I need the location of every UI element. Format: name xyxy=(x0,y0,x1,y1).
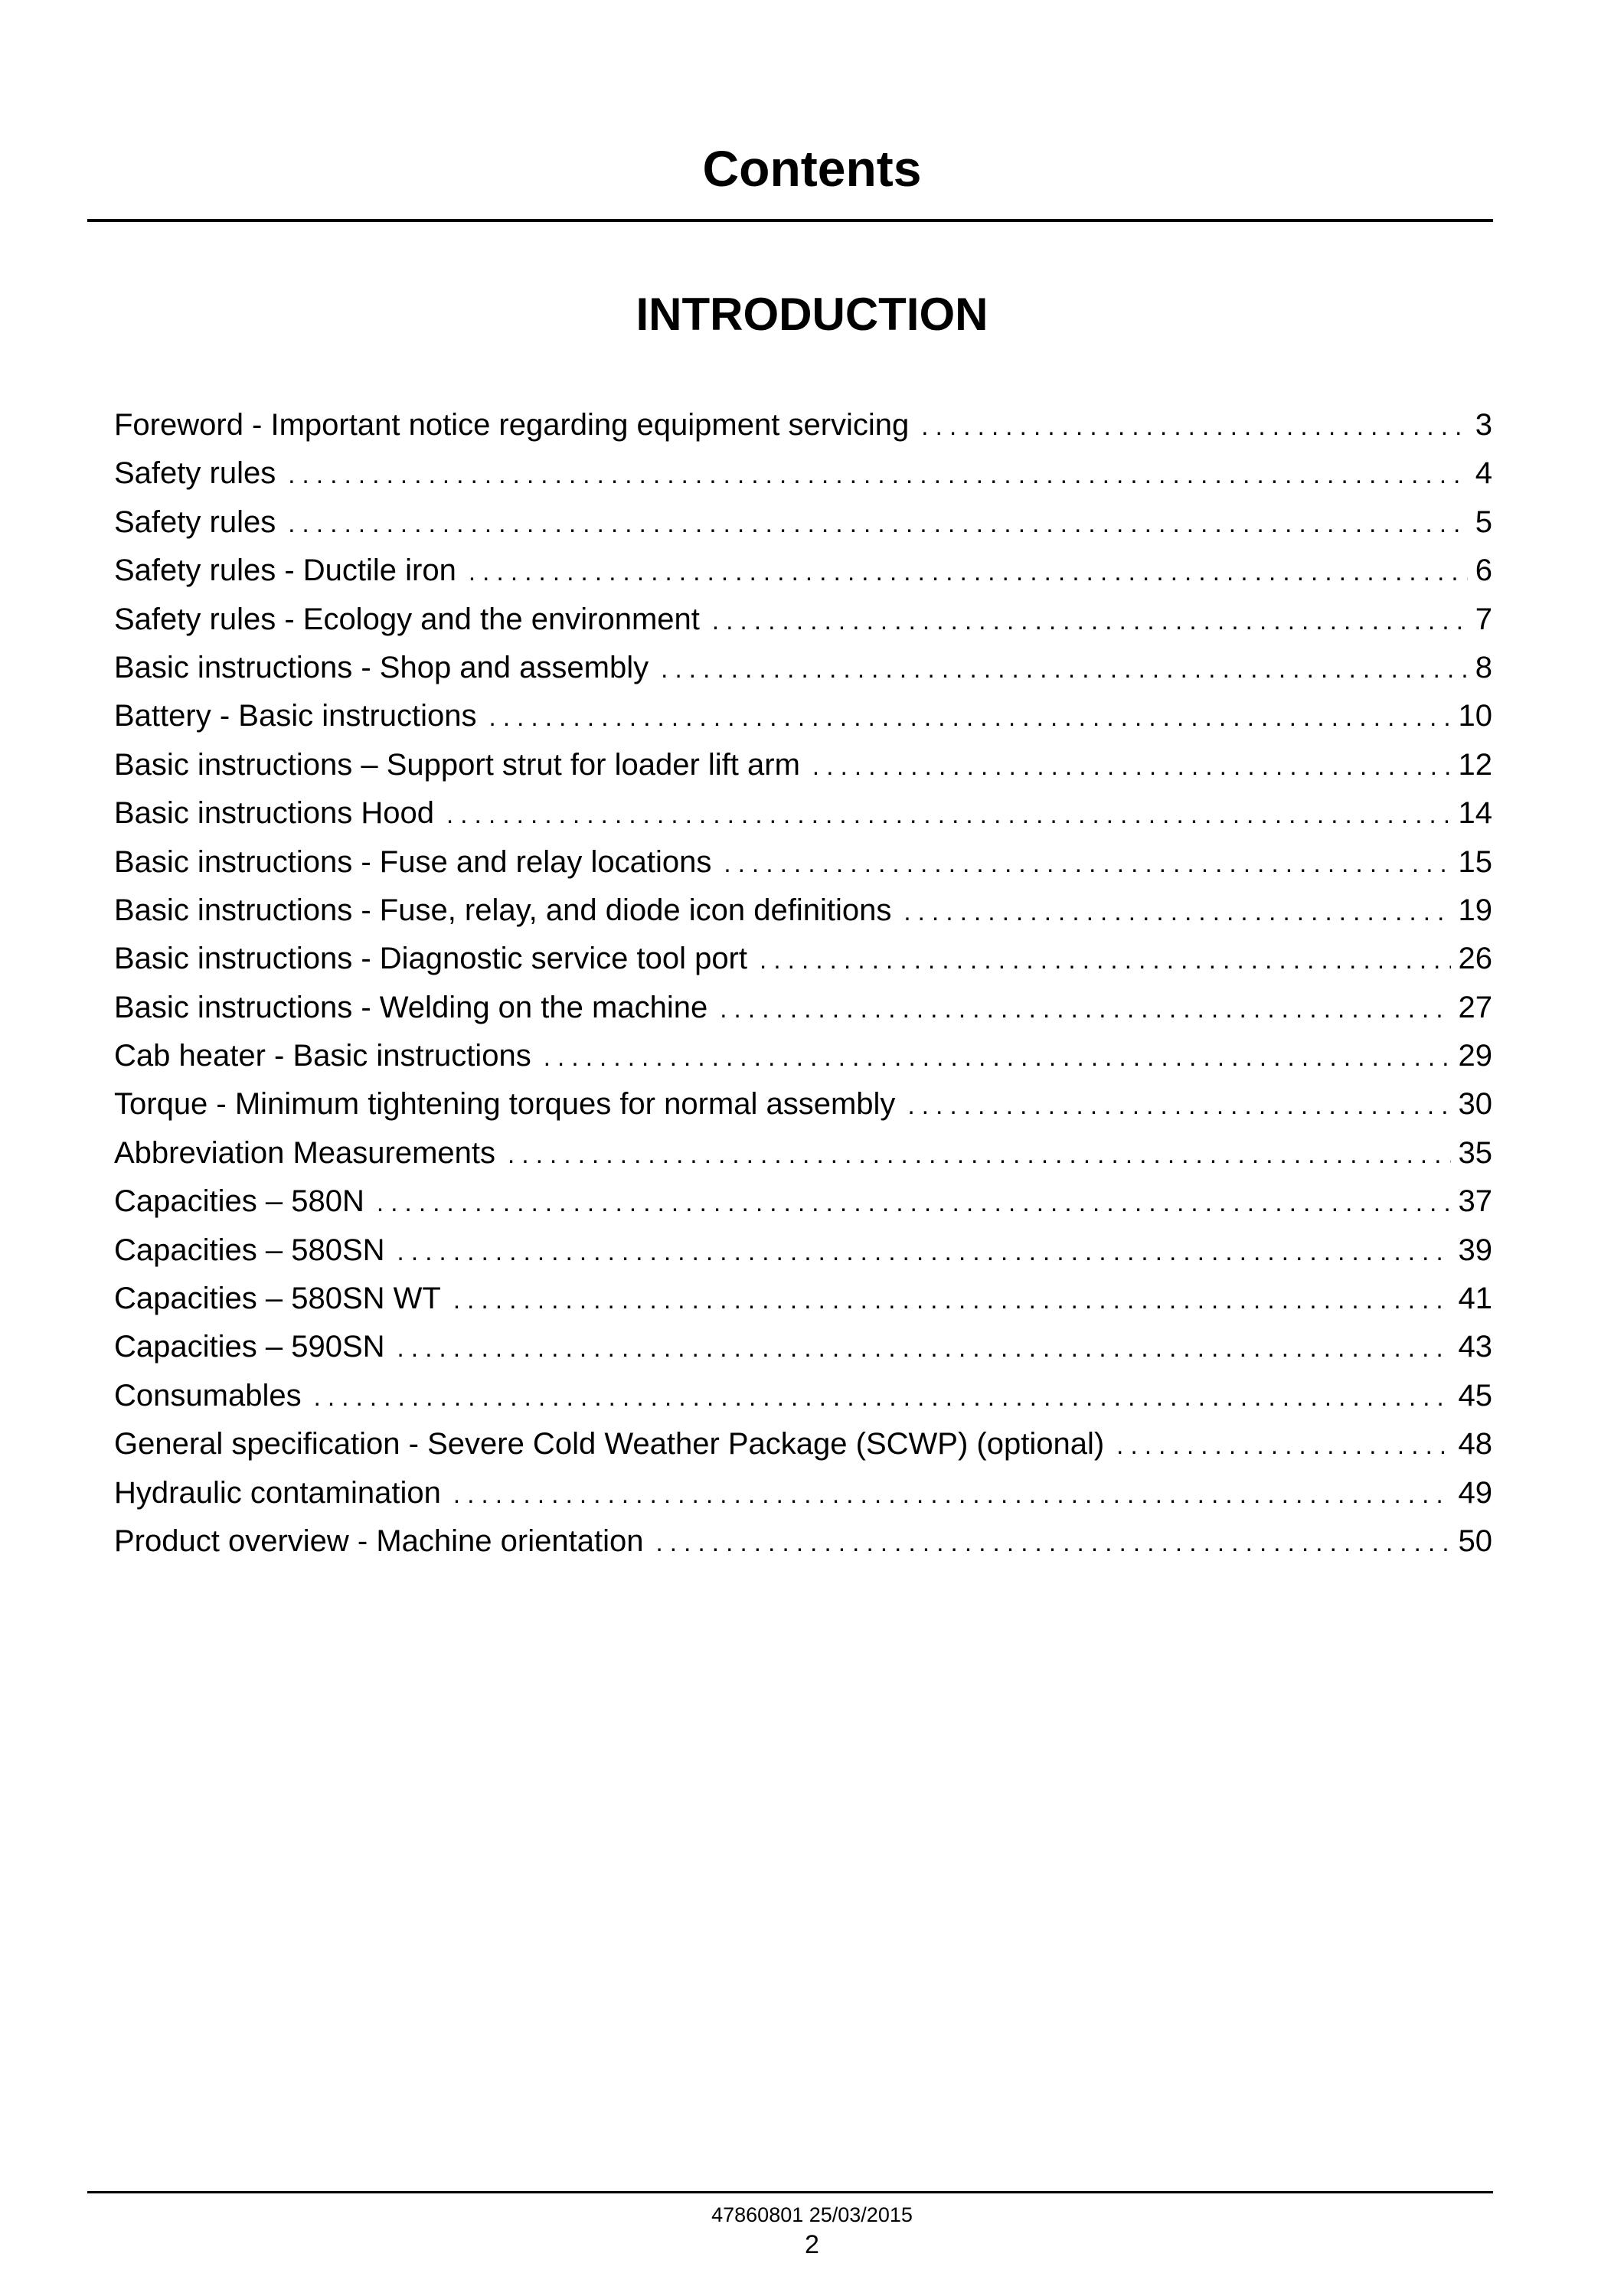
dot-leader xyxy=(288,450,1468,498)
toc-entry-page: 5 xyxy=(1475,505,1492,539)
toc-entry-page: 49 xyxy=(1458,1475,1492,1510)
toc-entry-page: 8 xyxy=(1475,650,1492,684)
toc-entry[interactable] xyxy=(114,1372,1492,1420)
dot-leader xyxy=(489,693,1451,741)
toc-entry-title: Basic instructions - Shop and assembly xyxy=(114,650,649,684)
dot-leader xyxy=(812,742,1451,790)
toc-entry-title: Basic instructions - Welding on the machine xyxy=(114,990,708,1024)
toc-entry-title: Torque - Minimum tightening torques for normal assembly xyxy=(114,1087,896,1122)
toc-entry[interactable] xyxy=(114,1226,1492,1275)
toc-entry[interactable] xyxy=(114,741,1492,789)
table-of-contents xyxy=(114,401,1492,1566)
dot-leader xyxy=(760,936,1451,984)
toc-entry-page: 15 xyxy=(1458,844,1492,879)
dot-leader xyxy=(720,985,1450,1033)
dot-leader xyxy=(397,1227,1451,1275)
toc-entry-page: 50 xyxy=(1458,1524,1492,1558)
toc-entry[interactable] xyxy=(114,596,1492,644)
toc-entry[interactable] xyxy=(114,644,1492,692)
toc-entry-page: 6 xyxy=(1475,554,1492,588)
toc-entry[interactable] xyxy=(114,1323,1492,1371)
toc-entry[interactable] xyxy=(114,547,1492,595)
toc-entry-page: 45 xyxy=(1458,1378,1492,1413)
toc-entry-title: Safety rules xyxy=(114,456,276,491)
toc-entry-title: Abbreviation Measurements xyxy=(114,1135,496,1170)
dot-leader xyxy=(469,547,1468,596)
page-number: 2 xyxy=(805,2230,819,2259)
toc-entry-page: 37 xyxy=(1458,1184,1492,1219)
toc-entry[interactable] xyxy=(114,789,1492,838)
section-title: INTRODUCTION xyxy=(636,289,988,340)
toc-entry-page: 27 xyxy=(1458,990,1492,1024)
toc-entry-title: Basic instructions – Support strut for loader lift arm xyxy=(114,747,800,782)
toc-entry[interactable] xyxy=(114,498,1492,547)
toc-entry-page: 43 xyxy=(1458,1330,1492,1364)
dot-leader xyxy=(655,1518,1450,1566)
dot-leader xyxy=(724,839,1450,887)
toc-entry[interactable] xyxy=(114,887,1492,935)
toc-entry-title: Capacities – 580SN WT xyxy=(114,1282,441,1316)
dot-leader xyxy=(314,1373,1451,1421)
toc-entry-page: 4 xyxy=(1475,456,1492,491)
toc-entry[interactable] xyxy=(114,1469,1492,1517)
dot-leader xyxy=(661,645,1468,693)
dot-leader xyxy=(288,499,1468,547)
toc-entry[interactable] xyxy=(114,449,1492,498)
toc-entry-title: Basic instructions - Fuse and relay locations xyxy=(114,844,712,879)
dot-leader xyxy=(397,1324,1451,1372)
toc-entry-title: Safety rules - Ductile iron xyxy=(114,554,456,588)
toc-entry-page: 14 xyxy=(1458,796,1492,831)
toc-entry-title: Safety rules - Ecology and the environment xyxy=(114,602,700,636)
toc-entry[interactable] xyxy=(114,935,1492,983)
toc-entry-title: Basic instructions Hood xyxy=(114,796,434,831)
toc-entry-page: 35 xyxy=(1458,1135,1492,1170)
toc-entry-title: Hydraulic contamination xyxy=(114,1475,441,1510)
toc-entry[interactable] xyxy=(114,1080,1492,1128)
dot-leader xyxy=(921,402,1467,450)
toc-entry-page: 41 xyxy=(1458,1282,1492,1316)
toc-entry-page: 7 xyxy=(1475,602,1492,636)
toc-entry-title: Cab heater - Basic instructions xyxy=(114,1039,531,1073)
dot-leader xyxy=(377,1178,1451,1226)
dot-leader xyxy=(907,1081,1450,1129)
toc-entry-page: 29 xyxy=(1458,1039,1492,1073)
toc-entry-title: Battery - Basic instructions xyxy=(114,699,477,733)
dot-leader xyxy=(1116,1421,1450,1469)
toc-entry-page: 48 xyxy=(1458,1427,1492,1462)
dot-leader xyxy=(453,1470,1451,1518)
dot-leader xyxy=(446,790,1451,838)
toc-entry[interactable] xyxy=(114,1420,1492,1468)
toc-entry-page: 3 xyxy=(1475,408,1492,442)
toc-entry-page: 30 xyxy=(1458,1087,1492,1122)
toc-entry-title: Capacities – 580SN xyxy=(114,1233,385,1267)
toc-entry-title: Basic instructions - Diagnostic service tool port xyxy=(114,942,747,976)
dot-leader xyxy=(508,1130,1450,1178)
toc-entry-title: Foreword - Important notice regarding equipment servicing xyxy=(114,408,910,442)
toc-entry-title: Consumables xyxy=(114,1378,302,1413)
toc-entry-title: Basic instructions - Fuse, relay, and diode icon definitions xyxy=(114,893,892,927)
dot-leader xyxy=(453,1275,1451,1324)
toc-entry-page: 39 xyxy=(1458,1233,1492,1267)
toc-entry[interactable] xyxy=(114,1129,1492,1177)
toc-entry-title: Safety rules xyxy=(114,505,276,539)
toc-entry[interactable] xyxy=(114,984,1492,1032)
toc-entry[interactable] xyxy=(114,1177,1492,1226)
document-id: 47860801 25/03/2015 xyxy=(711,2203,913,2226)
toc-entry[interactable] xyxy=(114,1517,1492,1566)
toc-entry-page: 10 xyxy=(1458,699,1492,733)
toc-entry[interactable] xyxy=(114,838,1492,887)
toc-entry-page: 26 xyxy=(1458,942,1492,976)
toc-entry-title: General specification - Severe Cold Weather Package (SCWP) (optional) xyxy=(114,1427,1105,1462)
header-divider xyxy=(87,219,1493,222)
toc-entry-page: 19 xyxy=(1458,893,1492,927)
toc-entry-title: Product overview - Machine orientation xyxy=(114,1524,644,1558)
page-title: Contents xyxy=(702,140,922,197)
dot-leader xyxy=(712,596,1468,645)
toc-entry-title: Capacities – 580N xyxy=(114,1184,364,1219)
toc-entry[interactable] xyxy=(114,692,1492,740)
dot-leader xyxy=(544,1033,1451,1081)
footer-divider xyxy=(87,2191,1493,2193)
toc-entry[interactable] xyxy=(114,401,1492,449)
toc-entry[interactable] xyxy=(114,1275,1492,1323)
dot-leader xyxy=(903,887,1450,936)
toc-entry[interactable] xyxy=(114,1032,1492,1080)
toc-entry-page: 12 xyxy=(1458,747,1492,782)
toc-entry-title: Capacities – 590SN xyxy=(114,1330,385,1364)
